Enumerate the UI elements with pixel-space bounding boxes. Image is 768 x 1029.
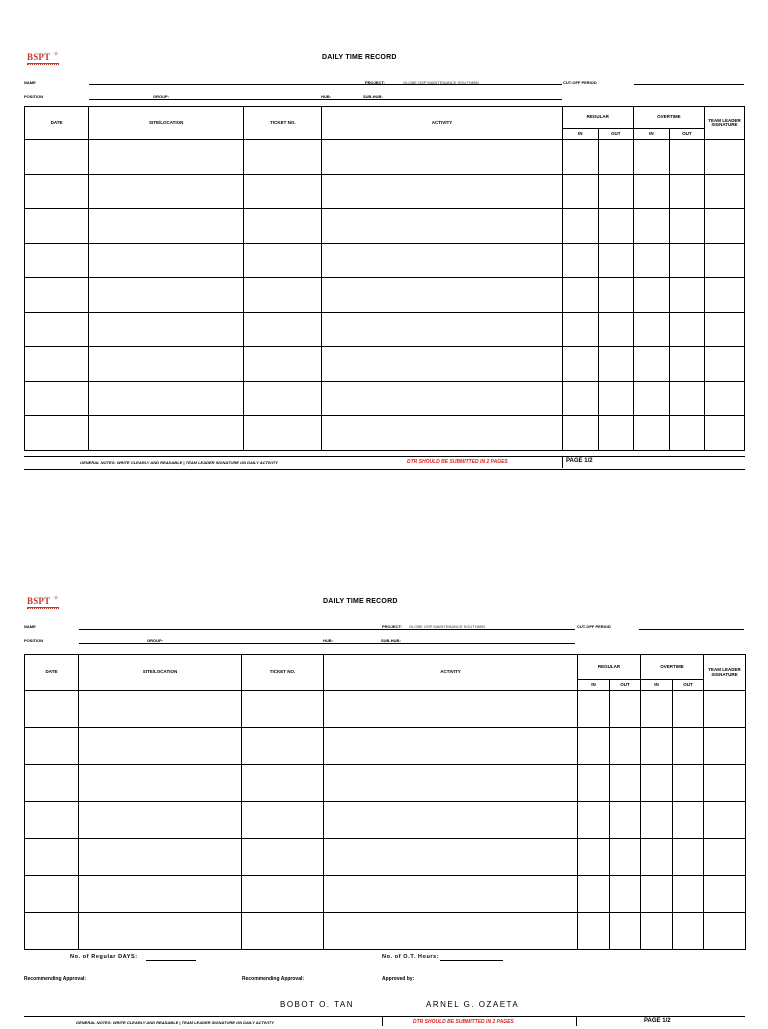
regular-out-cell[interactable]: [610, 802, 641, 839]
project-label: PROJECT:: [382, 624, 402, 629]
approved-by: Approved by:: [382, 976, 415, 982]
header-overtime-in: IN: [641, 680, 673, 691]
overtime-out-cell[interactable]: [673, 802, 704, 839]
regular-out-cell[interactable]: [598, 140, 633, 175]
table-row[interactable]: [25, 174, 745, 209]
group-label: GROUP:: [153, 94, 169, 99]
regular-out-cell[interactable]: [610, 691, 641, 728]
site-cell[interactable]: [89, 312, 244, 347]
name-label: NAME: [24, 624, 36, 629]
regular-out-cell[interactable]: [610, 839, 641, 876]
signature-cell[interactable]: [704, 839, 746, 876]
submit-note: DTR SHOULD BE SUBMITTED IN 2 PAGES: [407, 459, 508, 465]
project-label: PROJECT:: [365, 80, 385, 85]
signature-cell[interactable]: [704, 728, 746, 765]
ticket-cell[interactable]: [244, 278, 322, 313]
activity-cell[interactable]: [324, 913, 578, 950]
ticket-cell[interactable]: [242, 691, 324, 728]
hub-label: HUB:: [321, 94, 331, 99]
overtime-out-cell[interactable]: [673, 876, 704, 913]
activity-cell[interactable]: [322, 347, 562, 382]
table-row[interactable]: [25, 140, 745, 175]
ticket-cell[interactable]: [244, 347, 322, 382]
signature-cell[interactable]: [704, 876, 746, 913]
ot-hours-label: No. of O.T. Hours:: [382, 954, 440, 960]
activity-cell[interactable]: [324, 691, 578, 728]
table-row[interactable]: [25, 728, 746, 765]
cutoff-label: CUT-OFF PERIOD: [563, 80, 597, 85]
date-cell[interactable]: [25, 876, 79, 913]
activity-cell[interactable]: [322, 416, 562, 451]
header-date: DATE: [25, 107, 89, 140]
table-row[interactable]: [25, 416, 745, 451]
header-tl-signature: TEAM LEADER SIGNATURE: [704, 655, 746, 691]
header-overtime-out: OUT: [669, 129, 704, 140]
dtr-table-page2: [24, 654, 746, 950]
signature-cell[interactable]: [704, 278, 744, 313]
ticket-cell[interactable]: [242, 876, 324, 913]
overtime-in-cell[interactable]: [633, 416, 669, 451]
submit-note: DTR SHOULD BE SUBMITTED IN 2 PAGES: [413, 1019, 514, 1025]
date-cell[interactable]: [25, 839, 79, 876]
header-regular: REGULAR: [578, 655, 641, 680]
regular-in-cell[interactable]: [562, 278, 598, 313]
header-regular-out: OUT: [598, 129, 633, 140]
regular-in-cell[interactable]: [578, 728, 610, 765]
date-cell[interactable]: [25, 416, 89, 451]
site-cell[interactable]: [89, 416, 244, 451]
name-field-line[interactable]: [79, 629, 575, 630]
regular-out-cell[interactable]: [598, 347, 633, 382]
signature-cell[interactable]: [704, 312, 744, 347]
header-site: SITE/LOCATION: [79, 655, 242, 691]
header-regular-out: OUT: [610, 680, 641, 691]
header-regular-in: IN: [578, 680, 610, 691]
header-site: SITE/LOCATION: [89, 107, 244, 140]
overtime-in-cell[interactable]: [633, 140, 669, 175]
overtime-in-cell[interactable]: [641, 876, 673, 913]
name-label: NAME: [24, 80, 36, 85]
table-row[interactable]: [25, 209, 745, 244]
page-number: PAGE 1/2: [566, 458, 593, 464]
header-ticket: TICKET NO.: [244, 107, 322, 140]
project-value: GLOBE OSP MAINTENANCE SOUTHMIN: [409, 624, 485, 629]
activity-cell[interactable]: [324, 728, 578, 765]
ticket-cell[interactable]: [242, 802, 324, 839]
site-cell[interactable]: [79, 913, 242, 950]
cutoff-field-line[interactable]: [639, 629, 744, 630]
table-row[interactable]: [25, 312, 745, 347]
activity-cell[interactable]: [322, 278, 562, 313]
subhub-label: SUB-HUB:: [381, 638, 401, 643]
ticket-cell[interactable]: [242, 728, 324, 765]
activity-cell[interactable]: [322, 174, 562, 209]
regular-out-cell[interactable]: [598, 278, 633, 313]
cutoff-field-line[interactable]: [634, 84, 744, 85]
table-row[interactable]: [25, 278, 745, 313]
group-label: GROUP:: [147, 638, 163, 643]
signature-cell[interactable]: [704, 174, 744, 209]
ot-hours-field[interactable]: [440, 960, 503, 961]
overtime-out-cell[interactable]: [669, 347, 704, 382]
regular-days-field[interactable]: [146, 960, 196, 961]
site-cell[interactable]: [79, 728, 242, 765]
header-overtime-in: IN: [633, 129, 669, 140]
table-row[interactable]: [25, 243, 745, 278]
regular-in-cell[interactable]: [562, 243, 598, 278]
header-regular-in: IN: [562, 129, 598, 140]
overtime-out-cell[interactable]: [669, 174, 704, 209]
signature-cell[interactable]: [704, 209, 744, 244]
overtime-out-cell[interactable]: [669, 243, 704, 278]
overtime-in-cell[interactable]: [633, 243, 669, 278]
header-ticket: TICKET NO.: [242, 655, 324, 691]
project-value: GLOBE OSP MAINTENANCE SOUTHMIN: [403, 80, 479, 85]
ticket-cell[interactable]: [244, 381, 322, 416]
page-title: DAILY TIME RECORD: [322, 54, 397, 61]
regular-out-cell[interactable]: [610, 913, 641, 950]
table-row[interactable]: [25, 347, 745, 382]
cutoff-label: CUT-OFF PERIOD: [577, 624, 611, 629]
general-notes: GENERAL NOTES: WRITE CLEARLY AND READABLE | TEAM LEADER SIGNATURE ON DAILY ACTIVITY: [80, 460, 278, 465]
site-cell[interactable]: [89, 140, 244, 175]
overtime-in-cell[interactable]: [633, 278, 669, 313]
regular-in-cell[interactable]: [562, 312, 598, 347]
activity-cell[interactable]: [324, 839, 578, 876]
overtime-out-cell[interactable]: [673, 728, 704, 765]
signatory-name-2: ARNEL G. OZAETA: [426, 1000, 520, 1009]
site-cell[interactable]: [89, 381, 244, 416]
signature-cell[interactable]: [704, 913, 746, 950]
footer-divider: [382, 1016, 383, 1026]
header-activity: ACTIVITY: [322, 107, 562, 140]
general-notes: GENERAL NOTES: WRITE CLEARLY AND READABLE | TEAM LEADER SIGNATURE ON DAILY ACTIVITY: [76, 1020, 274, 1025]
signature-cell[interactable]: [704, 347, 744, 382]
regular-in-cell[interactable]: [578, 765, 610, 802]
activity-cell[interactable]: [324, 765, 578, 802]
position-field-line[interactable]: [89, 99, 562, 100]
ticket-cell[interactable]: [244, 209, 322, 244]
regular-in-cell[interactable]: [562, 174, 598, 209]
overtime-out-cell[interactable]: [669, 278, 704, 313]
regular-out-cell[interactable]: [610, 765, 641, 802]
regular-in-cell[interactable]: [578, 913, 610, 950]
date-cell[interactable]: [25, 174, 89, 209]
table-row[interactable]: [25, 691, 746, 728]
overtime-in-cell[interactable]: [633, 347, 669, 382]
ticket-cell[interactable]: [244, 243, 322, 278]
regular-out-cell[interactable]: [610, 728, 641, 765]
hub-label: HUB:: [323, 638, 333, 643]
name-field-line[interactable]: [89, 84, 562, 85]
ticket-cell[interactable]: [244, 174, 322, 209]
regular-in-cell[interactable]: [562, 347, 598, 382]
header-activity: ACTIVITY: [324, 655, 578, 691]
date-cell[interactable]: [25, 765, 79, 802]
bspt-logo-icon: BSPT ✧: [27, 52, 63, 66]
table-row[interactable]: [25, 876, 746, 913]
header-date: DATE: [25, 655, 79, 691]
page-number: PAGE 1/2: [644, 1018, 671, 1024]
regular-out-cell[interactable]: [598, 312, 633, 347]
header-tl-signature: TEAM LEADER SIGNATURE: [704, 107, 744, 140]
signature-cell[interactable]: [704, 140, 744, 175]
signature-cell[interactable]: [704, 416, 744, 451]
overtime-in-cell[interactable]: [633, 174, 669, 209]
regular-in-cell[interactable]: [578, 802, 610, 839]
activity-cell[interactable]: [322, 140, 562, 175]
table-row[interactable]: [25, 381, 745, 416]
regular-in-cell[interactable]: [578, 876, 610, 913]
regular-in-cell[interactable]: [562, 416, 598, 451]
signatory-name-1: BOBOT O. TAN: [280, 1000, 355, 1009]
regular-out-cell[interactable]: [598, 416, 633, 451]
overtime-in-cell[interactable]: [641, 691, 673, 728]
regular-in-cell[interactable]: [562, 381, 598, 416]
regular-in-cell[interactable]: [578, 691, 610, 728]
regular-in-cell[interactable]: [562, 209, 598, 244]
ticket-cell[interactable]: [242, 913, 324, 950]
subhub-label: SUB-HUB:: [363, 94, 383, 99]
signature-cell[interactable]: [704, 243, 744, 278]
table-row[interactable]: [25, 839, 746, 876]
regular-in-cell[interactable]: [562, 140, 598, 175]
ticket-cell[interactable]: [242, 765, 324, 802]
overtime-out-cell[interactable]: [669, 381, 704, 416]
ticket-cell[interactable]: [244, 312, 322, 347]
recommending-approval-1: Recommending Approval:: [24, 976, 87, 982]
overtime-in-cell[interactable]: [641, 802, 673, 839]
overtime-out-cell[interactable]: [669, 416, 704, 451]
header-overtime: OVERTIME: [641, 655, 704, 680]
site-cell[interactable]: [89, 174, 244, 209]
overtime-out-cell[interactable]: [673, 839, 704, 876]
date-cell[interactable]: [25, 278, 89, 313]
position-label: POSITION: [24, 638, 44, 643]
overtime-in-cell[interactable]: [633, 312, 669, 347]
footer-divider: [576, 1016, 577, 1026]
date-cell[interactable]: [25, 913, 79, 950]
activity-cell[interactable]: [322, 312, 562, 347]
activity-cell[interactable]: [322, 243, 562, 278]
header-regular: REGULAR: [562, 107, 633, 129]
dtr-table-page1: [24, 106, 745, 451]
overtime-in-cell[interactable]: [633, 381, 669, 416]
signature-cell[interactable]: [704, 765, 746, 802]
activity-cell[interactable]: [322, 209, 562, 244]
overtime-out-cell[interactable]: [669, 312, 704, 347]
date-cell[interactable]: [25, 381, 89, 416]
footer-divider: [562, 456, 563, 468]
regular-in-cell[interactable]: [578, 839, 610, 876]
ticket-cell[interactable]: [244, 140, 322, 175]
header-overtime-out: OUT: [673, 680, 704, 691]
site-cell[interactable]: [79, 765, 242, 802]
site-cell[interactable]: [79, 876, 242, 913]
signature-cell[interactable]: [704, 381, 744, 416]
regular-out-cell[interactable]: [598, 381, 633, 416]
table-row[interactable]: [25, 913, 746, 950]
regular-out-cell[interactable]: [598, 209, 633, 244]
position-field-line[interactable]: [79, 643, 575, 644]
header-overtime: OVERTIME: [633, 107, 704, 129]
site-cell[interactable]: [79, 802, 242, 839]
table-row[interactable]: [25, 765, 746, 802]
site-cell[interactable]: [89, 243, 244, 278]
ticket-cell[interactable]: [244, 416, 322, 451]
overtime-out-cell[interactable]: [669, 209, 704, 244]
position-label: POSITION: [24, 94, 44, 99]
table-row[interactable]: [25, 802, 746, 839]
overtime-out-cell[interactable]: [673, 691, 704, 728]
ticket-cell[interactable]: [242, 839, 324, 876]
date-cell[interactable]: [25, 728, 79, 765]
site-cell[interactable]: [79, 839, 242, 876]
date-cell[interactable]: [25, 312, 89, 347]
regular-days-label: No. of Regular DAYS:: [70, 954, 138, 960]
page-title: DAILY TIME RECORD: [323, 598, 398, 605]
activity-cell[interactable]: [324, 802, 578, 839]
site-cell[interactable]: [89, 278, 244, 313]
overtime-in-cell[interactable]: [641, 839, 673, 876]
overtime-in-cell[interactable]: [641, 728, 673, 765]
date-cell[interactable]: [25, 209, 89, 244]
site-cell[interactable]: [89, 209, 244, 244]
overtime-in-cell[interactable]: [641, 765, 673, 802]
date-cell[interactable]: [25, 691, 79, 728]
activity-cell[interactable]: [322, 381, 562, 416]
date-cell[interactable]: [25, 243, 89, 278]
date-cell[interactable]: [25, 347, 89, 382]
overtime-out-cell[interactable]: [673, 913, 704, 950]
recommending-approval-2: Recommending Approval:: [242, 976, 305, 982]
date-cell[interactable]: [25, 140, 89, 175]
site-cell[interactable]: [79, 691, 242, 728]
signature-cell[interactable]: [704, 691, 746, 728]
signature-cell[interactable]: [704, 802, 746, 839]
overtime-out-cell[interactable]: [669, 140, 704, 175]
overtime-out-cell[interactable]: [673, 765, 704, 802]
overtime-in-cell[interactable]: [641, 913, 673, 950]
date-cell[interactable]: [25, 802, 79, 839]
overtime-in-cell[interactable]: [633, 209, 669, 244]
bspt-logo-icon: BSPT ✧: [27, 596, 63, 610]
site-cell[interactable]: [89, 347, 244, 382]
regular-out-cell[interactable]: [610, 876, 641, 913]
regular-out-cell[interactable]: [598, 174, 633, 209]
activity-cell[interactable]: [324, 876, 578, 913]
regular-out-cell[interactable]: [598, 243, 633, 278]
